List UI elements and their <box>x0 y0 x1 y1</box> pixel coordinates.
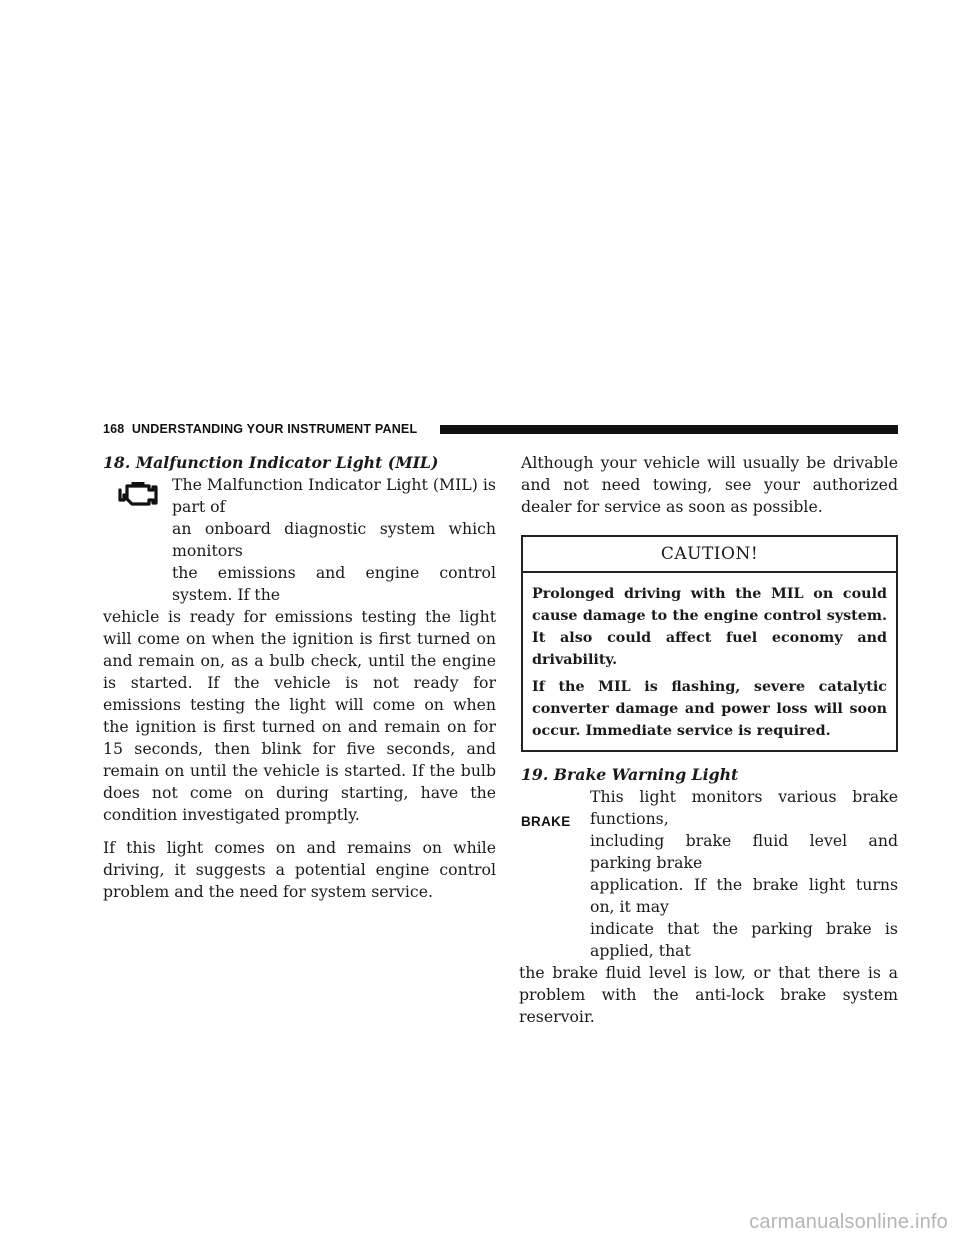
mil-paragraph-2: If this light comes on and remains on while driving, it suggests a potential engine control problem and the need for system service. <box>103 838 496 901</box>
mil-paragraph-continued: vehicle is ready for emissions testing the light will come on when the ignition is first turned on and remain on, as a bulb check, until the engine is started. If the vehicle is not ready for emissions testing the light will come on when the ignition is first turned on and remain on for 15 seconds, then blink for five seconds, and remain on until the vehicle is started. If the bulb does not come on during starting, have the condition investigated promptly. <box>103 607 496 824</box>
header-text <box>103 422 417 436</box>
caution-paragraph-1: Prolonged driving with the MIL on could cause damage to the engine control system. It also could affect fuel economy and drivability. <box>532 586 887 668</box>
mil-line-1: The Malfunction Indicator Light (MIL) is part of <box>172 475 496 516</box>
brake-indented-block <box>521 786 898 962</box>
brake-line-4: indicate that the parking brake is applied, that <box>590 919 898 960</box>
right-column <box>521 452 898 1028</box>
page-number: 168 <box>103 422 125 436</box>
brake-paragraph-continued: the brake fluid level is low, or that there is a problem with the anti-lock brake system reservoir. <box>519 963 898 1026</box>
brake-line-1: This light monitors various brake functions, <box>590 787 898 828</box>
watermark: carmanualsonline.info <box>749 1211 948 1233</box>
left-column <box>103 452 496 903</box>
caution-paragraph-2: If the MIL is flashing, severe catalytic converter damage and power loss will soon occur. Immediate service is required. <box>532 679 887 739</box>
caution-body <box>523 573 896 750</box>
brake-warning-icon <box>521 810 571 833</box>
brake-line-2: including brake fluid level and parking brake <box>590 831 898 872</box>
page-header <box>103 421 898 439</box>
section-title: UNDERSTANDING YOUR INSTRUMENT PANEL <box>131 422 418 436</box>
brake-heading: 19. Brake Warning Light <box>521 765 739 784</box>
brake-line-3: application. If the brake light turns on, it may <box>590 875 898 916</box>
mil-line-2: an onboard diagnostic system which monitors <box>172 519 496 560</box>
mil-indented-block <box>103 474 496 606</box>
brake-icon-label: BRAKE <box>521 814 571 829</box>
mil-heading: 18. Malfunction Indicator Light (MIL) <box>103 453 439 472</box>
header-rule <box>440 425 898 434</box>
check-engine-icon <box>118 482 164 514</box>
service-intro-paragraph: Although your vehicle will usually be drivable and not need towing, see your authorized dealer for service as soon as possible. <box>521 453 898 516</box>
caution-box <box>521 535 898 752</box>
caution-heading: CAUTION! <box>523 537 896 573</box>
mil-line-3: the emissions and engine control system. If the <box>172 563 496 604</box>
